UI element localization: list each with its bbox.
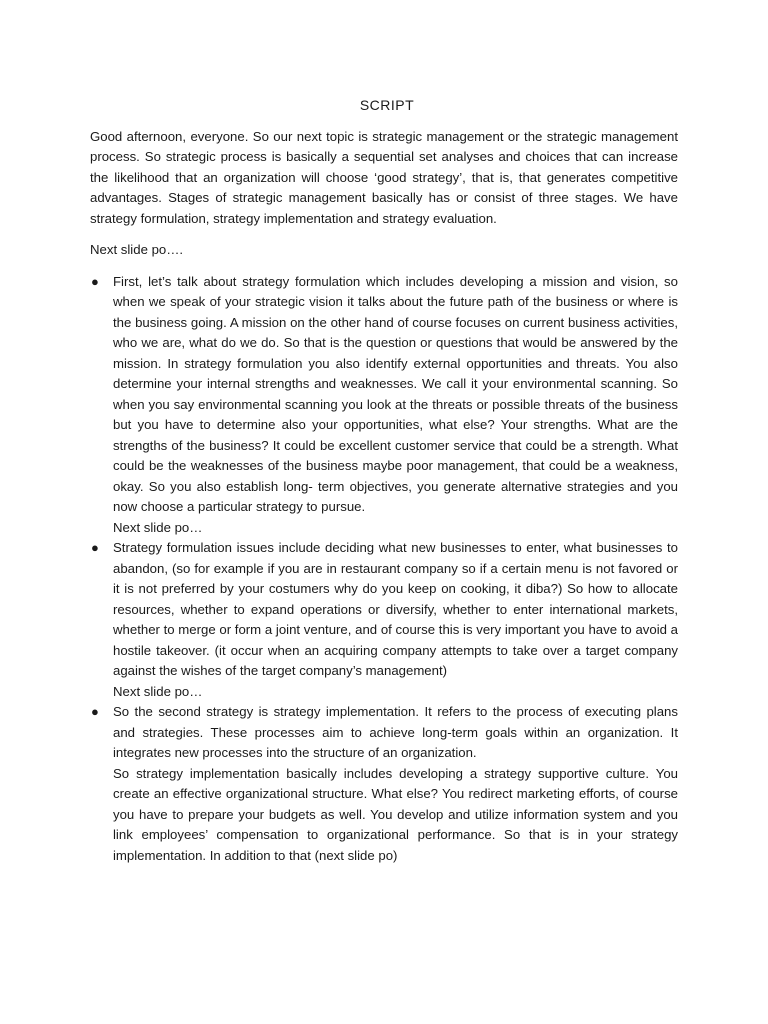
next-slide-note: Next slide po… — [113, 683, 203, 699]
bullet-dot-icon: ● — [91, 540, 99, 555]
bullet-list — [90, 272, 678, 867]
list-item — [90, 538, 678, 702]
bullet-dot-icon: ● — [91, 273, 99, 289]
next-slide-note: Next slide po…. — [90, 242, 184, 257]
bullet-extra-text: So strategy implementation basically includes developing a strategy supportive culture. You create an effective organizational structure. What else? You redirect marketing efforts, of course you have to prepare your budgets as well. You develop and utilize information system and you link employees’ compensation to organizational performance. So that is in your strategy implementation. In addition to that (next slide po) — [113, 765, 678, 863]
intro-paragraph: Good afternoon, everyone. So our next topic is strategic management or the strategic management process. So strategic process is basically a sequential set analyses and choices that can increase the likelihood that an organization will choose ‘good strategy’, that is, that generates competitive advantages. Stages of strategic management basically has or consist of three stages. We have strategy formulation, strategy implementation and strategy evaluation. — [90, 128, 678, 226]
bullet-text: Strategy formulation issues include deciding what new businesses to enter, what businesses to abandon, (so for example if you are in restaurant company so if a certain menu is not favored or it is not preferred by your costumers why do you keep on cooking, it diba?) So how to allocate resources, whether to expand operations or diversify, whether to enter international markets, whether to merge or form a joint venture, and of course this is very important you have to avoid a hostile takeover. (it occur when an acquiring company attempts to take over a target company against the wishes of the target company’s management) — [113, 540, 678, 678]
bullet-dot-icon: ● — [91, 704, 99, 719]
next-slide-note: Next slide po… — [113, 519, 203, 535]
bullet-text: So the second strategy is strategy implementation. It refers to the process of executing plans and strategies. These processes aim to achieve long-term goals within an organization. It integrates new processes into the structure of an organization. — [113, 704, 678, 760]
list-item — [90, 702, 678, 866]
document-page — [90, 95, 678, 866]
bullet-text: First, let’s talk about strategy formulation which includes developing a mission and vision, so when we speak of your strategic vision it talks about the future path of the business or where is the business going. A mission on the other hand of course focuses on current business activities, who we are, what do we do. So that is the question or questions that would be answered by the mission. In strategy formulation you also identify external opportunities and threats. You also determine your internal strengths and weaknesses. We call it your environmental scanning. So when you say environmental scanning you look at the threats or possible threats of the business but you have to determine also your opportunities, what else? Your strengths. What are the strengths of the business? It could be excellent customer service that could be a strength. What could be the weaknesses of the business maybe poor management, that could be a weakness, okay. So you also establish long- term objectives, you generate alternative strategies and you now choose a particular strategy to pursue. — [113, 273, 678, 514]
document-title: SCRIPT — [359, 97, 415, 113]
list-item — [90, 272, 678, 539]
